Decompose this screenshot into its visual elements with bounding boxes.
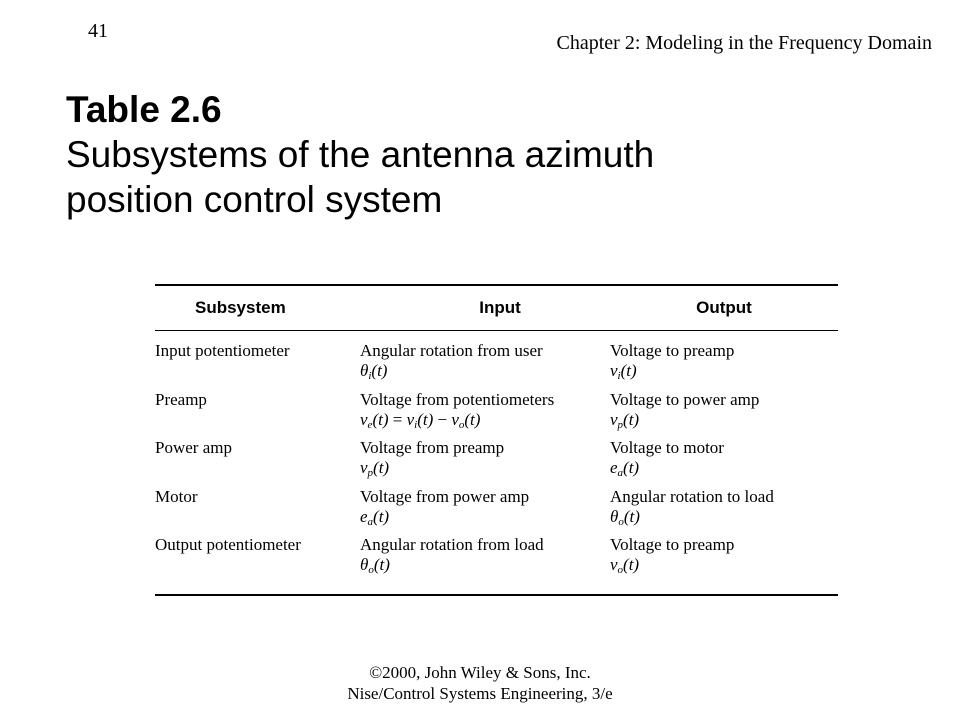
input-signal: $\theta_o(t)$: [360, 555, 390, 576]
input-cell: [360, 390, 610, 439]
input-cell: [360, 535, 610, 584]
output-text: Voltage to motor: [610, 438, 724, 457]
input-text: Voltage from power amp: [360, 486, 530, 506]
output-cell: [610, 535, 838, 584]
input-signal: $v_p(t)$: [360, 458, 390, 479]
header-output: Output: [696, 298, 752, 317]
header-input: Input: [479, 298, 521, 317]
output-signal: $v_p(t)$: [610, 409, 640, 431]
input-signal: $\theta_i(t)$: [360, 361, 388, 382]
output-text: Voltage to power amp: [610, 389, 760, 409]
table-row: [155, 341, 838, 390]
input-text: Angular rotation from user: [360, 341, 543, 360]
table-row: [155, 438, 838, 487]
input-text: Angular rotation from load: [360, 535, 544, 554]
header-subsystem: Subsystem: [195, 298, 286, 317]
table-subtitle-line-2: position control system: [66, 179, 443, 220]
input-equation: $v_e(t) = v_i(t) - v_o(t)$: [360, 409, 481, 431]
output-text: Voltage to preamp: [610, 535, 735, 554]
footer-copyright: ©2000, John Wiley & Sons, Inc.: [369, 663, 591, 682]
chapter-header: Chapter 2: Modeling in the Frequency Domain: [556, 32, 932, 54]
output-signal: $e_a(t)$: [610, 458, 640, 479]
input-cell: [360, 487, 610, 536]
subsystem-cell: Input potentiometer: [155, 341, 290, 360]
output-text: Voltage to preamp: [610, 341, 735, 360]
table-row: [155, 390, 838, 439]
input-cell: [360, 438, 610, 487]
output-signal: $v_i(t)$: [610, 361, 637, 382]
output-cell: [610, 438, 838, 487]
table-title: Table 2.6: [66, 89, 222, 130]
subsystem-cell: Preamp: [155, 389, 207, 409]
table-bottom-rule: [155, 594, 838, 596]
subsystem-cell: Power amp: [155, 438, 232, 457]
input-signal: $e_a(t)$: [360, 506, 390, 528]
table-row: [155, 487, 838, 536]
output-cell: [610, 487, 838, 536]
input-cell: [360, 341, 610, 390]
subsystems-table: [155, 284, 838, 596]
table-subtitle-line-1: Subsystems of the antenna azimuth: [66, 134, 655, 175]
subsystem-cell: Motor: [155, 486, 198, 506]
output-text: Angular rotation to load: [610, 486, 774, 506]
input-text: Voltage from potentiometers: [360, 389, 555, 409]
footer-book-title: Nise/Control Systems Engineering, 3/e: [347, 684, 613, 703]
page-number: 41: [88, 20, 108, 42]
subsystem-cell: Output potentiometer: [155, 535, 301, 554]
table-body: [155, 331, 838, 594]
output-signal: $\theta_o(t)$: [610, 506, 640, 528]
table-row: [155, 535, 838, 584]
output-cell: [610, 341, 838, 390]
input-text: Voltage from preamp: [360, 438, 505, 457]
output-cell: [610, 390, 838, 439]
table-header-row: [155, 286, 838, 330]
output-signal: $v_o(t)$: [610, 555, 640, 576]
title-block: [66, 88, 926, 222]
